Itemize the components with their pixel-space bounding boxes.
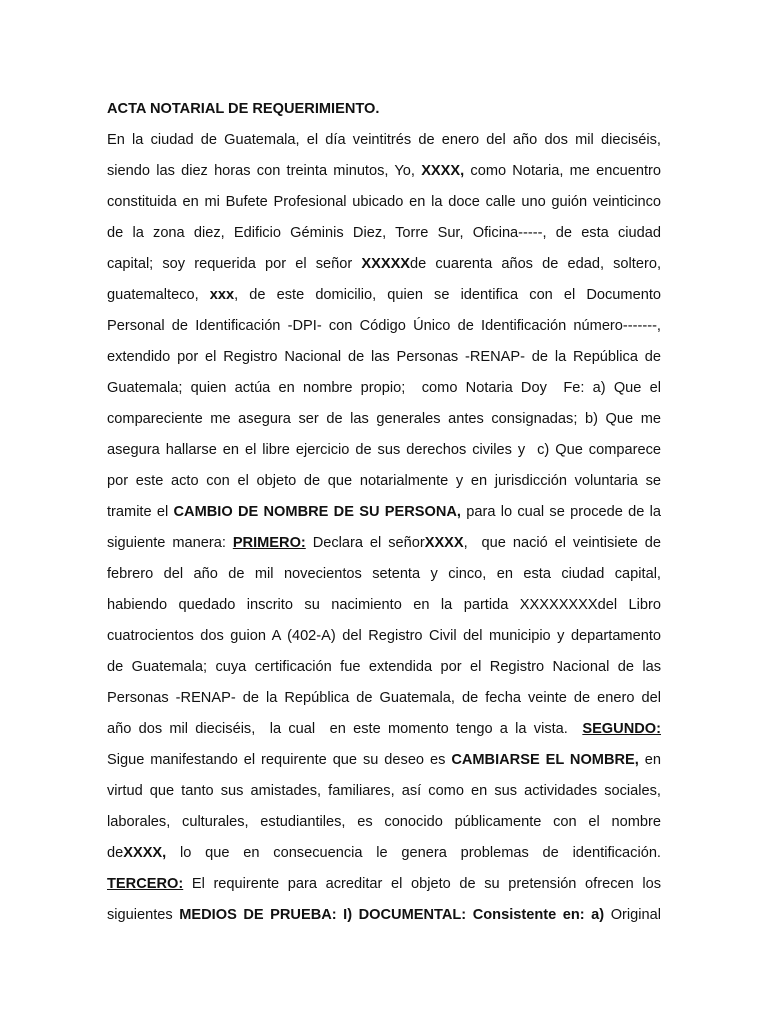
body-text: lo que en consecuencia le genera problemas de identificación. — [166, 845, 661, 862]
body-text: El requirente para acreditar el objeto de su pretensión ofrecen los — [183, 876, 661, 893]
body-text: en — [638, 752, 661, 769]
body-line — [107, 347, 661, 378]
body-text: Guatemala; quien actúa en nombre propio; como Notaria Doy Fe: a) Que el — [107, 380, 661, 397]
body-line — [107, 378, 661, 409]
body-text: habiendo quedado inscrito su nacimiento en la partida XXXXXXXXdel Libro — [107, 597, 661, 614]
bold-text: XXXX, — [123, 845, 167, 862]
bold-text: CAMBIO DE NOMBRE DE SU PERSONA, — [173, 504, 461, 521]
body-line — [107, 316, 661, 347]
body-text: de Guatemala; cuya certificación fue extendida por el Registro Nacional de las — [107, 659, 661, 676]
body-line — [107, 285, 661, 316]
body-text: Original — [604, 907, 661, 924]
body-text: de la zona diez, Edificio Géminis Diez, Torre Sur, Oficina-----, de esta ciudad — [107, 225, 661, 242]
body-line — [107, 254, 661, 285]
document-title: ACTA NOTARIAL DE REQUERIMIENTO. — [107, 101, 380, 117]
document-body — [107, 130, 661, 936]
body-line — [107, 719, 661, 750]
bold-text: PRIMERO: — [232, 535, 306, 552]
body-line — [107, 471, 661, 502]
bold-text: MEDIOS DE PRUEBA: I) DOCUMENTAL: Consistente en: a) — [179, 907, 605, 924]
bold-text: XXXX, — [421, 163, 465, 180]
body-text: capital; soy requerida por el señor — [107, 256, 362, 273]
bold-text: XXXXX — [361, 256, 411, 273]
notarial-document — [107, 98, 661, 936]
body-text: Personas -RENAP- de la República de Guatemala, de fecha veinte de enero del — [107, 690, 661, 707]
body-line — [107, 657, 661, 688]
body-text: febrero del año de mil novecientos setenta y cinco, en esta ciudad capital, — [107, 566, 661, 583]
body-line — [107, 688, 661, 719]
body-text: En la ciudad de Guatemala, el día veintitrés de enero del año dos mil dieciséis, — [107, 132, 661, 148]
body-line — [107, 161, 661, 192]
body-text: siguiente manera: — [107, 535, 233, 552]
body-text: para lo cual se procede de la — [460, 504, 661, 521]
body-text: siendo las diez horas con treinta minutos, Yo, — [107, 163, 422, 180]
body-line — [107, 843, 661, 874]
body-text: Declara el señor — [305, 535, 425, 552]
body-text: tramite el — [107, 504, 174, 521]
bold-text: xxx — [209, 287, 235, 304]
body-text: laborales, culturales, estudiantiles, es conocido públicamente con el nombre — [107, 814, 661, 831]
body-line — [107, 595, 661, 626]
body-text: constituida en mi Bufete Profesional ubicado en la doce calle uno guión veinticinco — [107, 194, 661, 211]
body-text: virtud que tanto sus amistades, familiares, así como en sus actividades sociales, — [107, 783, 661, 800]
body-text: compareciente me asegura ser de las generales antes consignadas; b) Que me — [107, 411, 661, 428]
body-text: , que nació el veintisiete de — [463, 535, 661, 552]
body-line — [107, 440, 661, 471]
body-line — [107, 626, 661, 657]
body-line — [107, 781, 661, 812]
body-text: cuatrocientos dos guion A (402-A) del Registro Civil del municipio y departamento — [107, 628, 661, 645]
body-line — [107, 409, 661, 440]
bold-text: SEGUNDO: — [582, 721, 661, 738]
body-line — [107, 812, 661, 843]
body-text: extendido por el Registro Nacional de las Personas -RENAP- de la República de — [107, 349, 661, 366]
body-text: como Notaria, me encuentro — [464, 163, 662, 180]
body-line — [107, 533, 661, 564]
body-text: guatemalteco, — [107, 287, 210, 304]
bold-text: TERCERO: — [107, 876, 184, 893]
body-text: de — [107, 845, 124, 862]
body-line — [107, 750, 661, 781]
body-text: de cuarenta años de edad, soltero, — [410, 256, 661, 273]
body-line — [107, 192, 661, 223]
bold-text: CAMBIARSE EL NOMBRE, — [451, 752, 639, 769]
body-line — [107, 905, 661, 936]
body-text: , de este domicilio, quien se identifica con el Documento — [234, 287, 661, 304]
bold-text: XXXX — [424, 535, 464, 552]
body-text: Personal de Identificación -DPI- con Código Único de Identificación número-------, — [107, 318, 661, 335]
body-text: Sigue manifestando el requirente que su deseo es — [107, 752, 452, 769]
body-text: año dos mil dieciséis, la cual en este momento tengo a la vista. — [107, 721, 583, 738]
body-text: asegura hallarse en el libre ejercicio de sus derechos civiles y c) Que comparece — [107, 442, 661, 459]
body-line — [107, 130, 661, 161]
body-text: por este acto con el objeto de que notarialmente y en jurisdicción voluntaria se — [107, 473, 661, 490]
body-line — [107, 223, 661, 254]
body-text: siguientes — [107, 907, 180, 924]
body-line — [107, 874, 661, 905]
body-line — [107, 502, 661, 533]
body-line — [107, 564, 661, 595]
